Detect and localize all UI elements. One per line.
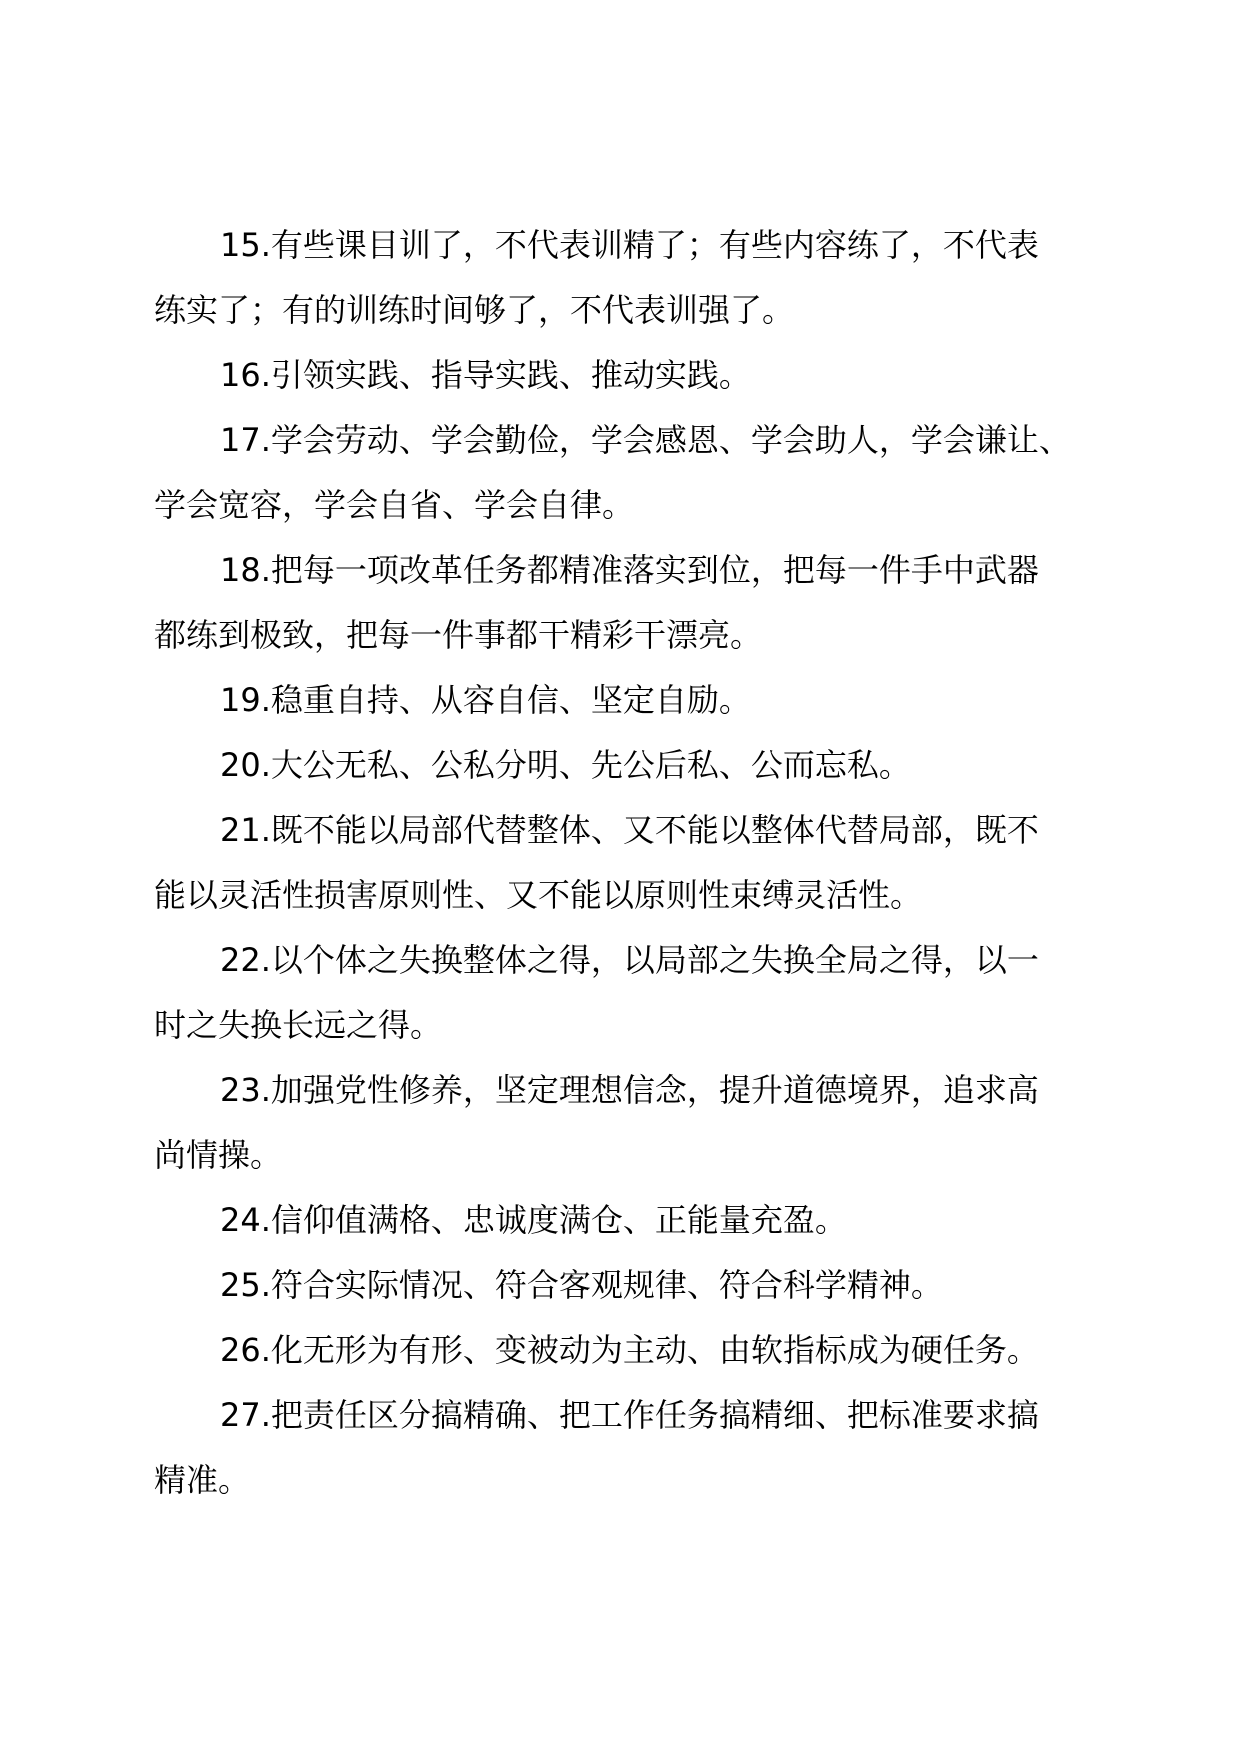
document-body [154,213,1100,1513]
paragraph-line: 23.加强党性修养，坚定理想信念，提升道德境界，追求高 [220,1071,1039,1109]
paragraph-24 [154,1188,1100,1253]
paragraph-18 [154,538,1100,668]
paragraph-line: 都练到极致，把每一件事都干精彩干漂亮。 [154,616,763,654]
paragraph-27 [154,1383,1100,1513]
paragraph-26 [154,1318,1100,1383]
paragraph-line: 17.学会劳动、学会勤俭，学会感恩、学会助人，学会谦让、 [220,421,1071,459]
paragraph-23 [154,1058,1100,1188]
paragraph-line: 24.信仰值满格、忠诚度满仓、正能量充盈。 [220,1201,847,1239]
paragraph-line: 21.既不能以局部代替整体、又不能以整体代替局部，既不 [220,811,1039,849]
paragraph-line: 18.把每一项改革任务都精准落实到位，把每一件手中武器 [220,551,1039,589]
paragraph-25 [154,1253,1100,1318]
paragraph-line: 练实了；有的训练时间够了，不代表训强了。 [154,291,795,329]
paragraph-22 [154,928,1100,1058]
paragraph-15 [154,213,1100,343]
paragraph-line: 时之失换长远之得。 [154,1006,443,1044]
paragraph-line: 25.符合实际情况、符合客观规律、符合科学精神。 [220,1266,943,1304]
paragraph-line: 学会宽容，学会自省、学会自律。 [154,486,635,524]
paragraph-line: 16.引领实践、指导实践、推动实践。 [220,356,751,394]
paragraph-19 [154,668,1100,733]
paragraph-line: 26.化无形为有形、变被动为主动、由软指标成为硬任务。 [220,1331,1039,1369]
paragraph-16 [154,343,1100,408]
paragraph-line: 19.稳重自持、从容自信、坚定自励。 [220,681,751,719]
paragraph-17 [154,408,1100,538]
paragraph-line: 27.把责任区分搞精确、把工作任务搞精细、把标准要求搞 [220,1396,1039,1434]
paragraph-line: 22.以个体之失换整体之得，以局部之失换全局之得，以一 [220,941,1039,979]
paragraph-line: 15.有些课目训了，不代表训精了；有些内容练了，不代表 [220,226,1039,264]
paragraph-21 [154,798,1100,928]
paragraph-20 [154,733,1100,798]
paragraph-line: 尚情操。 [154,1136,283,1174]
paragraph-line: 20.大公无私、公私分明、先公后私、公而忘私。 [220,746,911,784]
paragraph-line: 能以灵活性损害原则性、又不能以原则性束缚灵活性。 [154,876,923,914]
paragraph-line: 精准。 [154,1461,251,1499]
